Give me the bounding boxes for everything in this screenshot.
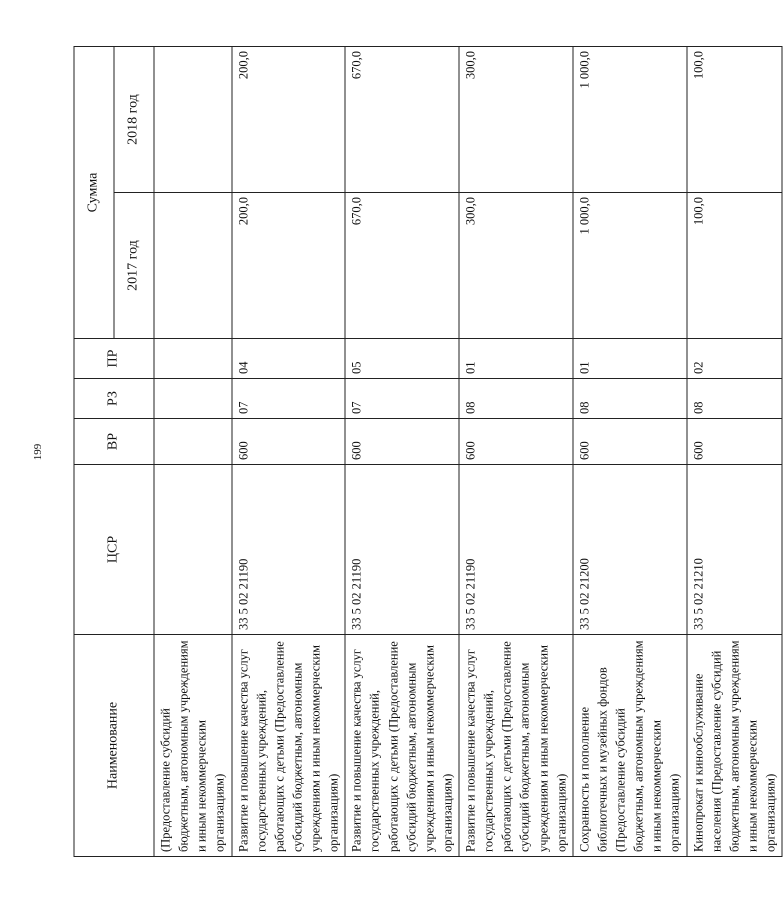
cell-csr: 33 5 02 21190	[459, 465, 573, 635]
header-sum: Сумма	[74, 47, 114, 339]
cell-vr: 600	[459, 419, 573, 465]
cell-rz: 07	[345, 379, 459, 419]
cell-name: Развитие и повышение качества услуг государственных учреждений, работающих с детьми (Предоставление субсидий бюджетным, автономным учреждениям и иным некоммерческим организациям)	[345, 635, 459, 857]
cell-pr: 01	[459, 339, 573, 379]
cell-y2017: 1 000,0	[573, 193, 687, 339]
cell-y2018	[154, 47, 232, 193]
table-header-row	[74, 47, 114, 857]
cell-rz: 08	[687, 379, 783, 419]
header-name: Наименование	[74, 635, 154, 857]
table-row	[687, 47, 783, 857]
cell-y2017: 100,0	[687, 193, 783, 339]
cell-csr: 33 5 02 21210	[687, 465, 783, 635]
cell-y2018: 100,0	[687, 47, 783, 193]
cell-pr: 02	[687, 339, 783, 379]
cell-pr	[154, 339, 232, 379]
header-csr: ЦСР	[74, 465, 154, 635]
cell-pr: 01	[573, 339, 687, 379]
table-row	[573, 47, 687, 857]
cell-csr: 33 5 02 21200	[573, 465, 687, 635]
cell-y2017	[154, 193, 232, 339]
table-row	[154, 47, 232, 857]
cell-name: Развитие и повышение качества услуг государственных учреждений, работающих с детьми (Предоставление субсидий бюджетным, автономным учреждениям и иным некоммерческим организациям)	[459, 635, 573, 857]
budget-table-container	[74, 47, 778, 857]
cell-vr: 600	[573, 419, 687, 465]
table-row	[459, 47, 573, 857]
cell-y2018: 300,0	[459, 47, 573, 193]
header-pr: ПР	[74, 339, 154, 379]
cell-y2017: 300,0	[459, 193, 573, 339]
table-row	[345, 47, 459, 857]
cell-y2017: 670,0	[345, 193, 459, 339]
cell-vr: 600	[345, 419, 459, 465]
page-number: 199	[32, 443, 44, 461]
header-year-2017: 2017 год	[114, 193, 154, 339]
table-row	[232, 47, 346, 857]
cell-name: Кинопрокат и кинообслуживание населения (Предоставление субсидий бюджетным, автономным учреждениям и иным некоммерческим организациям)	[687, 635, 783, 857]
cell-pr: 05	[345, 339, 459, 379]
cell-name: Сохранность и пополнение библиотечных и музейных фондов (Предоставление субсидий бюджетным, автономным учреждениям и иным некоммерческим организациям)	[573, 635, 687, 857]
cell-y2018: 1 000,0	[573, 47, 687, 193]
header-vr: ВР	[74, 419, 154, 465]
cell-rz: 08	[573, 379, 687, 419]
budget-table	[74, 46, 783, 857]
header-year-2018: 2018 год	[114, 47, 154, 193]
cell-rz	[154, 379, 232, 419]
cell-name: (Предоставление субсидий бюджетным, автономным учреждениям и иным некоммерческим организациям)	[154, 635, 232, 857]
cell-vr	[154, 419, 232, 465]
cell-rz: 08	[459, 379, 573, 419]
cell-name: Развитие и повышение качества услуг государственных учреждений, работающих с детьми (Предоставление субсидий бюджетным, автономным учреждениям и иным некоммерческим организациям)	[232, 635, 346, 857]
cell-rz: 07	[232, 379, 346, 419]
cell-vr: 600	[687, 419, 783, 465]
cell-pr: 04	[232, 339, 346, 379]
cell-csr: 33 5 02 21190	[345, 465, 459, 635]
cell-csr	[154, 465, 232, 635]
cell-y2018: 670,0	[345, 47, 459, 193]
cell-vr: 600	[232, 419, 346, 465]
cell-csr: 33 5 02 21190	[232, 465, 346, 635]
header-rz: РЗ	[74, 379, 154, 419]
cell-y2017: 200,0	[232, 193, 346, 339]
table-body	[154, 47, 782, 857]
cell-y2018: 200,0	[232, 47, 346, 193]
